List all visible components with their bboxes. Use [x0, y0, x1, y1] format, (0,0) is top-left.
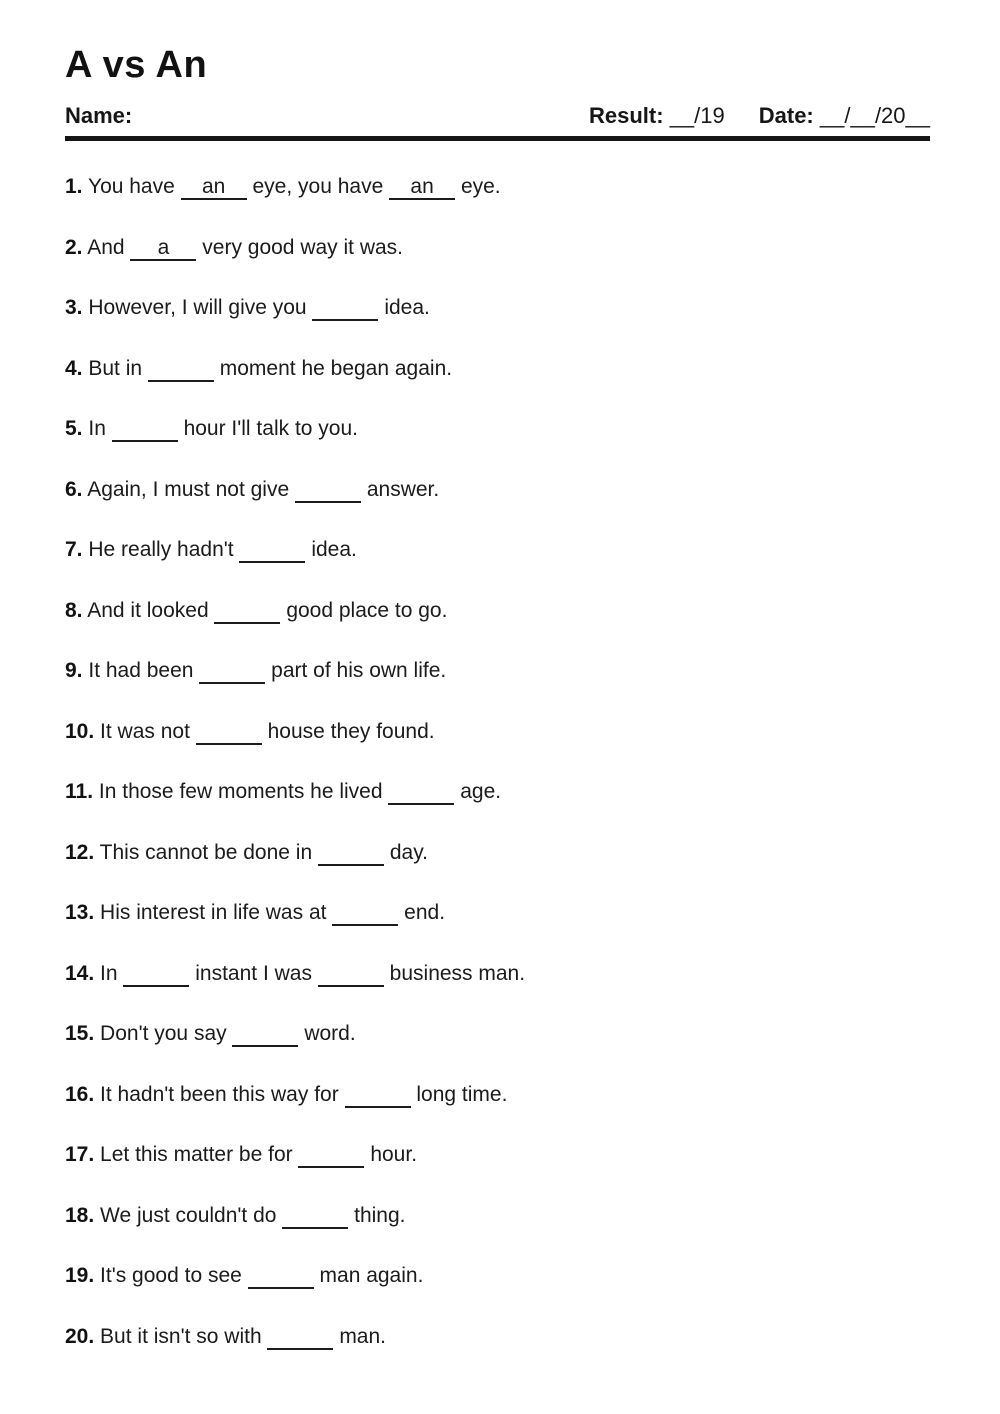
exercise-item — [65, 174, 930, 200]
sentence-text: age. — [460, 780, 502, 803]
answer-blank — [388, 781, 454, 805]
answer-blank — [318, 842, 384, 866]
item-number: 8. — [65, 598, 83, 622]
item-number: 19. — [65, 1264, 95, 1287]
answer-blank — [248, 1265, 314, 1289]
sentence-text: very good way it was. — [202, 235, 404, 259]
answer-blank-filled: an — [181, 176, 247, 200]
sentence-text: Don't you say — [100, 1022, 227, 1045]
sentence-text: eye. — [460, 175, 501, 198]
sentence-text: hour. — [370, 1143, 418, 1166]
answer-blank — [282, 1205, 348, 1229]
sentence-text: instant I was — [195, 961, 312, 985]
sentence-text: But it isn't so with — [100, 1324, 262, 1348]
sentence-text: word. — [304, 1022, 356, 1045]
item-number: 14. — [65, 961, 95, 985]
answer-blank — [295, 479, 361, 503]
sentence-text: man again. — [319, 1264, 424, 1287]
exercise-item — [65, 416, 930, 442]
answer-blank-filled: an — [389, 176, 455, 200]
item-number: 1. — [65, 175, 83, 198]
item-number: 15. — [65, 1022, 95, 1045]
sentence-text: But in — [88, 356, 143, 380]
sentence-text: It was not — [100, 719, 190, 743]
sentence-text: end. — [404, 901, 446, 924]
score-date-area — [589, 103, 930, 129]
exercise-item — [65, 537, 930, 563]
sentence-text: answer. — [366, 477, 440, 501]
answer-blank — [345, 1084, 411, 1108]
item-number: 12. — [65, 840, 95, 864]
result-label: Result: — [589, 103, 664, 128]
item-number: 3. — [65, 296, 83, 319]
sentence-text: thing. — [354, 1203, 406, 1227]
sentence-text: We just couldn't do — [100, 1203, 277, 1227]
sentence-text: business man. — [389, 961, 526, 985]
answer-blank-filled: a — [130, 237, 196, 261]
item-number: 20. — [65, 1324, 95, 1348]
exercise-item — [65, 356, 930, 382]
answer-blank — [199, 660, 265, 684]
sentence-text: house they found. — [267, 719, 435, 743]
exercise-item — [65, 779, 930, 805]
exercise-item — [65, 658, 930, 684]
exercise-item — [65, 1142, 930, 1168]
exercise-item — [65, 1203, 930, 1229]
sentence-text: You have — [87, 175, 175, 198]
sentence-text: idea. — [384, 296, 430, 319]
answer-blank — [298, 1144, 364, 1168]
sentence-text: hour I'll talk to you. — [183, 417, 358, 440]
sentence-text: He really hadn't — [88, 538, 234, 561]
sentence-text: eye, you have — [252, 175, 384, 198]
item-number: 10. — [65, 719, 95, 743]
sentence-text: moment he began again. — [219, 356, 453, 380]
date-label: Date: — [758, 103, 814, 128]
answer-blank — [214, 600, 280, 624]
item-number: 13. — [65, 901, 95, 924]
answer-blank — [267, 1326, 333, 1350]
sentence-text: In those few moments he lived — [98, 780, 383, 803]
item-number: 2. — [65, 235, 83, 259]
answer-blank — [332, 902, 398, 926]
date-field — [759, 103, 930, 129]
exercise-item — [65, 1082, 930, 1108]
result-value: __/19 — [669, 103, 725, 128]
sentence-text: long time. — [416, 1082, 508, 1106]
item-number: 9. — [65, 659, 83, 682]
exercise-item — [65, 477, 930, 503]
answer-blank — [312, 297, 378, 321]
sentence-text: idea. — [311, 538, 357, 561]
exercise-item — [65, 235, 930, 261]
item-number: 11. — [65, 780, 94, 803]
item-number: 16. — [65, 1082, 95, 1106]
sentence-text: It's good to see — [100, 1264, 242, 1287]
worksheet-header — [65, 103, 930, 141]
item-number: 7. — [65, 538, 83, 561]
item-number: 5. — [65, 417, 83, 440]
sentence-text: Let this matter be for — [100, 1143, 293, 1166]
sentence-text: However, I will give you — [88, 296, 307, 319]
sentence-text: And it looked — [87, 598, 209, 622]
sentence-text: It hadn't been this way for — [100, 1082, 339, 1106]
exercise-item — [65, 1021, 930, 1047]
sentence-text: good place to go. — [286, 598, 448, 622]
exercise-item — [65, 961, 930, 987]
sentence-text: man. — [339, 1324, 386, 1348]
exercise-item — [65, 1324, 930, 1350]
date-value: __/__/20__ — [819, 103, 930, 128]
item-number: 17. — [65, 1143, 95, 1166]
answer-blank — [196, 721, 262, 745]
answer-blank — [123, 963, 189, 987]
answer-blank — [318, 963, 384, 987]
exercise-item — [65, 900, 930, 926]
page-title: A vs An — [65, 44, 208, 86]
answer-blank — [148, 358, 214, 382]
item-number: 6. — [65, 477, 83, 501]
answer-blank — [239, 539, 305, 563]
sentence-text: In — [88, 417, 106, 440]
sentence-text: Again, I must not give — [87, 477, 290, 501]
answer-blank — [112, 418, 178, 442]
answer-blank — [232, 1023, 298, 1047]
exercise-item — [65, 840, 930, 866]
sentence-text: day. — [389, 840, 428, 864]
exercise-item — [65, 598, 930, 624]
worksheet-items — [65, 174, 930, 1350]
exercise-item — [65, 719, 930, 745]
exercise-item — [65, 1263, 930, 1289]
name-label: Name: — [65, 103, 133, 128]
sentence-text: This cannot be done in — [99, 840, 313, 864]
sentence-text: It had been — [88, 659, 194, 682]
result-field — [589, 103, 725, 129]
item-number: 18. — [65, 1203, 95, 1227]
sentence-text: In — [100, 961, 118, 985]
item-number: 4. — [65, 356, 83, 380]
sentence-text: His interest in life was at — [100, 901, 327, 924]
sentence-text: And — [87, 235, 125, 259]
sentence-text: part of his own life. — [271, 659, 447, 682]
exercise-item — [65, 295, 930, 321]
